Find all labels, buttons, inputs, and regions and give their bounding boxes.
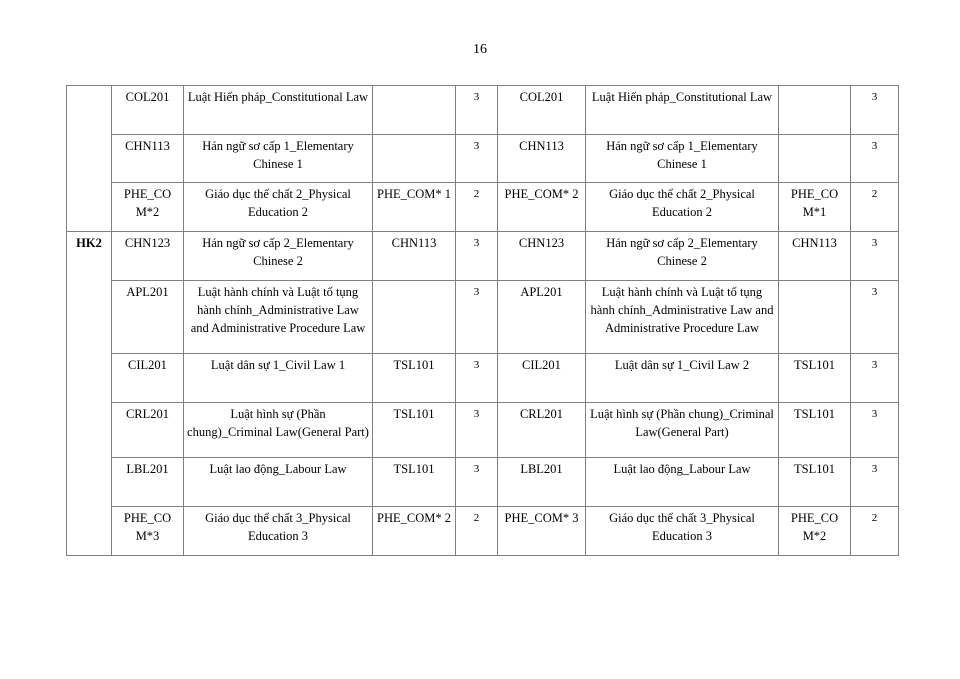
- course-name: Giáo dục thể chất 3_Physical Education 3: [184, 507, 373, 556]
- course-name: Giáo dục thể chất 2_Physical Education 2: [586, 183, 779, 232]
- prerequisite: TSL101: [779, 458, 851, 507]
- course-name: Luật lao động_Labour Law: [184, 458, 373, 507]
- credits: 3: [456, 232, 498, 281]
- course-name: Hán ngữ sơ cấp 1_Elementary Chinese 1: [586, 135, 779, 183]
- course-code: CHN123: [112, 232, 184, 281]
- credits: 2: [851, 183, 899, 232]
- course-name: Luật Hiến pháp_Constitutional Law: [184, 86, 373, 135]
- course-name: Giáo dục thể chất 2_Physical Education 2: [184, 183, 373, 232]
- course-name: Luật dân sự 1_Civil Law 2: [586, 354, 779, 403]
- table-row: [67, 232, 899, 281]
- course-code: CRL201: [112, 403, 184, 458]
- course-code: CIL201: [112, 354, 184, 403]
- prerequisite: TSL101: [373, 458, 456, 507]
- course-name: Hán ngữ sơ cấp 2_Elementary Chinese 2: [586, 232, 779, 281]
- prerequisite: PHE_CO M*1: [779, 183, 851, 232]
- credits: 3: [851, 354, 899, 403]
- prerequisite: [779, 86, 851, 135]
- course-code: LBL201: [112, 458, 184, 507]
- course-name: Luật hành chính và Luật tố tụng hành chính_Administrative Law and Administrative Procedure Law: [586, 281, 779, 354]
- course-code: CIL201: [498, 354, 586, 403]
- table-row: [67, 86, 899, 135]
- table-row: [67, 458, 899, 507]
- course-code: PHE_CO M*3: [112, 507, 184, 556]
- credits: 3: [456, 458, 498, 507]
- credits: 3: [456, 281, 498, 354]
- table-row: [67, 183, 899, 232]
- curriculum-comparison-table: [66, 85, 899, 556]
- course-name: Giáo dục thể chất 3_Physical Education 3: [586, 507, 779, 556]
- course-code: COL201: [498, 86, 586, 135]
- table-row: [67, 354, 899, 403]
- course-name: Luật Hiến pháp_Constitutional Law: [586, 86, 779, 135]
- credits: 3: [851, 135, 899, 183]
- course-code: PHE_COM* 2: [498, 183, 586, 232]
- table-row: [67, 507, 899, 556]
- course-name: Hán ngữ sơ cấp 2_Elementary Chinese 2: [184, 232, 373, 281]
- course-name: Luật dân sự 1_Civil Law 1: [184, 354, 373, 403]
- semester-label: HK2: [67, 232, 112, 556]
- table-row: [67, 281, 899, 354]
- table-row: [67, 135, 899, 183]
- course-name: Luật hành chính và Luật tố tụng hành chính_Administrative Law and Administrative Procedure Law: [184, 281, 373, 354]
- credits: 3: [851, 458, 899, 507]
- prerequisite: PHE_CO M*2: [779, 507, 851, 556]
- prerequisite: [373, 135, 456, 183]
- prerequisite: TSL101: [779, 354, 851, 403]
- prerequisite: CHN113: [373, 232, 456, 281]
- course-name: Luật hình sự (Phần chung)_Criminal Law(General Part): [586, 403, 779, 458]
- credits: 2: [456, 507, 498, 556]
- credits: 3: [851, 232, 899, 281]
- prerequisite: [373, 281, 456, 354]
- credits: 3: [456, 354, 498, 403]
- course-code: CRL201: [498, 403, 586, 458]
- credits: 2: [456, 183, 498, 232]
- credits: 3: [456, 403, 498, 458]
- prerequisite: PHE_COM* 1: [373, 183, 456, 232]
- prerequisite: [373, 86, 456, 135]
- course-code: LBL201: [498, 458, 586, 507]
- credits: 2: [851, 507, 899, 556]
- course-code: APL201: [498, 281, 586, 354]
- credits: 3: [456, 135, 498, 183]
- course-code: APL201: [112, 281, 184, 354]
- credits: 3: [851, 86, 899, 135]
- prerequisite: CHN113: [779, 232, 851, 281]
- prerequisite: TSL101: [373, 403, 456, 458]
- course-name: Luật hình sự (Phần chung)_Criminal Law(General Part): [184, 403, 373, 458]
- prerequisite: PHE_COM* 2: [373, 507, 456, 556]
- credits: 3: [851, 281, 899, 354]
- course-name: Luật lao động_Labour Law: [586, 458, 779, 507]
- table-row: [67, 403, 899, 458]
- prerequisite: TSL101: [373, 354, 456, 403]
- course-code: CHN113: [112, 135, 184, 183]
- course-code: CHN123: [498, 232, 586, 281]
- credits: 3: [456, 86, 498, 135]
- course-name: Hán ngữ sơ cấp 1_Elementary Chinese 1: [184, 135, 373, 183]
- course-code: PHE_CO M*2: [112, 183, 184, 232]
- page-number: 16: [473, 42, 487, 57]
- prerequisite: [779, 281, 851, 354]
- course-code: CHN113: [498, 135, 586, 183]
- course-code: COL201: [112, 86, 184, 135]
- course-code: PHE_COM* 3: [498, 507, 586, 556]
- prerequisite: [779, 135, 851, 183]
- prerequisite: TSL101: [779, 403, 851, 458]
- credits: 3: [851, 403, 899, 458]
- semester-cell-empty: [67, 86, 112, 232]
